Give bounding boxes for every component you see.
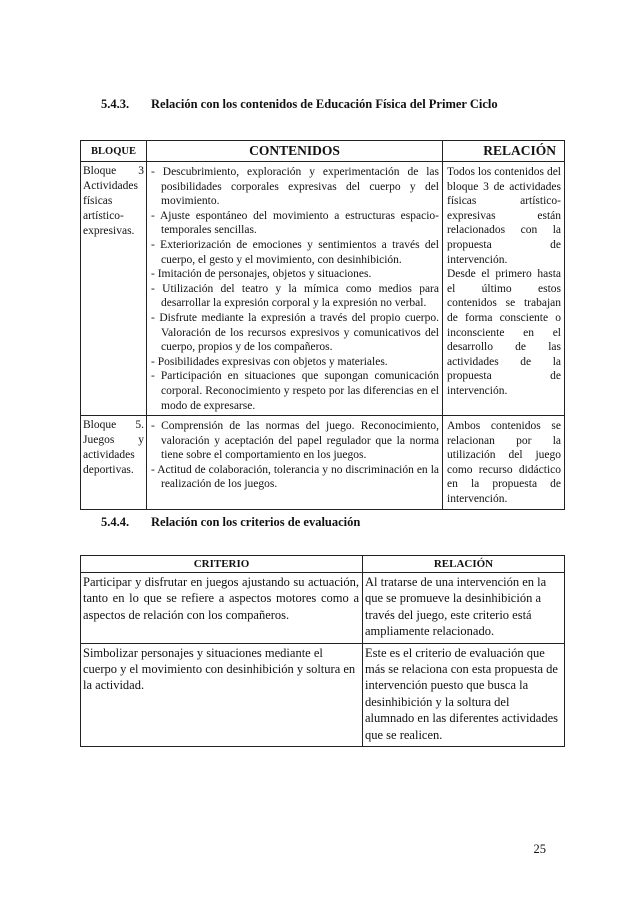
relacion-cell <box>443 416 565 510</box>
header-relacion: RELACIÓN <box>363 556 565 573</box>
table-header-row <box>81 141 565 162</box>
relacion-paragraph: Ambos contenidos se relacionan por la utilización del juego como recurso didáctico en la propuesta de intervención. <box>447 420 561 506</box>
list-item: - Disfrute mediante la expresión a través del propio cuerpo. Valoración de los recursos expresivos y comunicativos del cuerpo, propios y de los compañeros. <box>151 311 439 355</box>
bloque-cell <box>81 416 147 510</box>
relacion-paragraph: Todos los contenidos del bloque 3 de actividades físicas artístico-expresivas están relacionados con la propuesta de intervención. <box>447 166 561 266</box>
list-item: - Comprensión de las normas del juego. Reconocimiento, valoración y aceptación del papel regulador que la norma tiene sobre el comportamiento en los juegos. <box>151 419 439 463</box>
header-bloque: BLOQUE <box>81 141 147 162</box>
list-item: - Actitud de colaboración, tolerancia y no discriminación en la realización de los juegos. <box>151 463 439 492</box>
bloque-description: Actividades físicas artístico-expresivas. <box>83 180 138 237</box>
table-row <box>81 643 565 746</box>
table-row <box>81 573 565 644</box>
list-item: - Exteriorización de emociones y sentimientos a través del cuerpo, el gesto y el movimiento, con desinhibición. <box>151 238 439 267</box>
section-heading-5-4-4 <box>101 515 360 530</box>
header-criterio: CRITERIO <box>81 556 363 573</box>
header-relacion: RELACIÓN <box>443 141 565 162</box>
criterio-cell: Participar y disfrutar en juegos ajustando su actuación, tanto en lo que se refiere a aspectos motores como a aspectos de relación con los compañeros. <box>81 573 363 644</box>
relacion-cell: Al tratarse de una intervención en la que se promueve la desinhibición a través del juego, este criterio está ampliamente relacionado. <box>363 573 565 644</box>
contenidos-table <box>80 140 565 510</box>
list-item: - Descubrimiento, exploración y experimentación de las posibilidades corporales expresivas del cuerpo y del movimiento. <box>151 165 439 209</box>
list-item: - Utilización del teatro y la mímica como medios para desarrollar la expresión corporal y la expresión no verbal. <box>151 282 439 311</box>
contenidos-cell <box>147 162 443 416</box>
list-item: - Ajuste espontáneo del movimiento a estructuras espacio-temporales sencillas. <box>151 209 439 238</box>
relacion-paragraph: Desde el primero hasta el último estos contenidos se trabajan de forma consciente o inconsciente en el desarrollo de las actividades de la propuesta de intervención. <box>447 268 561 397</box>
header-contenidos: CONTENIDOS <box>147 141 443 162</box>
list-item: - Posibilidades expresivas con objetos y materiales. <box>151 355 439 370</box>
list-item: - Participación en situaciones que supongan comunicación corporal. Reconocimiento y respeto por las diferencias en el modo de expresarse. <box>151 369 439 413</box>
table-row <box>81 416 565 510</box>
contenidos-cell <box>147 416 443 510</box>
table-header-row <box>81 556 565 573</box>
table-row <box>81 162 565 416</box>
bloque-description: Juegos y actividades deportivas. <box>83 434 144 477</box>
criterios-table <box>80 555 565 747</box>
bloque-name: Bloque 3 <box>83 165 144 177</box>
section-title: Relación con los contenidos de Educación Física del Primer Ciclo <box>151 97 498 111</box>
section-number: 5.4.4. <box>101 515 130 529</box>
list-item: - Imitación de personajes, objetos y situaciones. <box>151 267 439 282</box>
relacion-cell <box>443 162 565 416</box>
section-number: 5.4.3. <box>101 97 130 111</box>
section-title: Relación con los criterios de evaluación <box>151 515 361 529</box>
section-heading-5-4-3 <box>101 97 498 112</box>
criterio-cell: Simbolizar personajes y situaciones mediante el cuerpo y el movimiento con desinhibición y soltura en la actividad. <box>81 643 363 746</box>
relacion-cell: Este es el criterio de evaluación que más se relaciona con esta propuesta de intervención puesto que busca la desinhibición y la soltura del alumnado en las diferentes actividades que se realicen. <box>363 643 565 746</box>
bloque-name: Bloque 5. <box>83 419 144 432</box>
page-number: 25 <box>533 842 546 856</box>
bloque-cell <box>81 162 147 416</box>
